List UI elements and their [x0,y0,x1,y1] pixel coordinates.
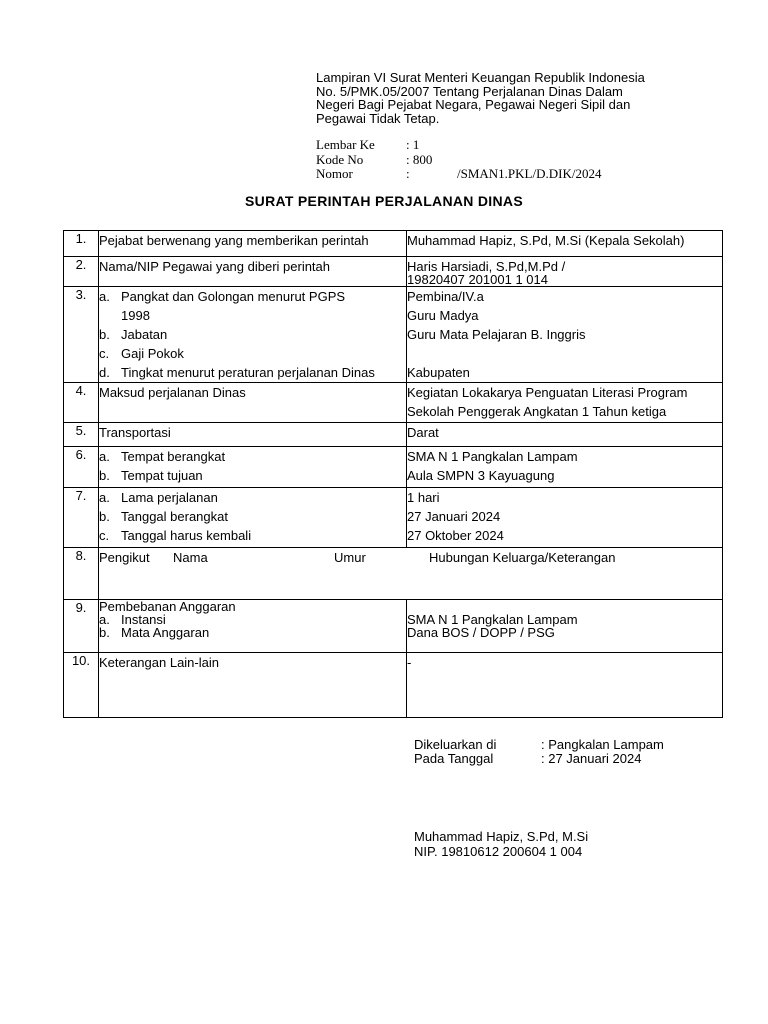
signer-nip: NIP. 19810612 200604 1 004 [414,844,583,859]
sub-item-a-cont [99,306,406,325]
value-text: 19820407 201001 1 014 [407,272,548,287]
sub-letter: b. [99,625,110,640]
sub-item-b [99,325,406,344]
table-row-4 [64,383,723,423]
sub-text: 1998 [121,308,150,323]
row-number: 10. [64,653,99,718]
sub-letter: a. [99,449,110,464]
lampiran-reference [316,71,676,125]
desc-text: Maksud perjalanan Dinas [99,385,246,400]
value-text: Kabupaten [407,365,470,380]
sub-text: Mata Anggaran [121,625,210,640]
sub-text: Tempat tujuan [121,468,203,483]
table-row-8 [64,548,723,600]
row-number: 8. [64,548,99,600]
pengikut-label: Pengikut [99,550,150,565]
table-row-2 [64,257,723,287]
kode-label: Kode No [316,151,364,167]
sub-text: Instansi [121,612,166,627]
lampiran-line: Lampiran VI Surat Menteri Keuangan Republik Indonesia [316,70,645,85]
document-title: SURAT PERINTAH PERJALANAN DINAS [245,193,523,209]
sub-item-b [99,507,406,526]
sub-item-a [99,287,406,306]
value-text: 1 hari [407,490,440,505]
value-text: 27 Oktober 2024 [407,528,504,543]
sub-letter: b. [99,327,110,342]
sub-letter: d. [99,365,110,380]
lampiran-line: Negeri Bagi Pejabat Negara, Pegawai Negeri Sipil dan [316,97,631,112]
table-row-10 [64,653,723,718]
sub-text: Tanggal harus kembali [121,528,252,543]
row-value [407,488,723,548]
row-description [99,423,407,447]
value-text: SMA N 1 Pangkalan Lampam [407,612,578,627]
row-description [99,257,407,287]
value-text: - [407,655,412,670]
desc-text: Pembebanan Anggaran [99,599,236,614]
kode-row [316,153,626,168]
hubungan-label: Hubungan Keluarga/Keterangan [429,550,616,565]
value-text: Muhammad Hapiz, S.Pd, M.Si (Kepala Sekolah) [407,233,685,248]
row-value [407,231,723,257]
row-number: 2. [64,257,99,287]
value-text: Darat [407,425,439,440]
desc-text: Keterangan Lain-lain [99,655,219,670]
umur-label: Umur [334,550,366,565]
table-row-9 [64,600,723,653]
nomor-label: Nomor [316,166,353,181]
row-number: 6. [64,447,99,488]
lampiran-line: No. 5/PMK.05/2007 Tentang Perjalanan Dinas Dalam [316,83,623,99]
lembar-label: Lembar Ke [316,137,375,152]
tanggal-label: Pada Tanggal [414,751,494,766]
sub-letter: b. [99,509,110,524]
row-description [99,653,407,718]
sub-text: Lama perjalanan [121,490,218,505]
signer-name: Muhammad Hapiz, S.Pd, M.Si [414,829,589,844]
row-description [99,287,407,383]
row-value [407,600,723,653]
row-number: 1. [64,231,99,257]
lembar-value: : 1 [406,137,420,152]
table-row-6 [64,447,723,488]
sub-item-a [99,488,406,507]
row-value [407,423,723,447]
sub-text: Tempat berangkat [121,449,226,464]
sub-item-a [99,447,406,466]
kode-value: : 800 [406,151,433,167]
desc-text: Pejabat berwenang yang memberikan perintah [99,233,369,248]
table-row-5 [64,423,723,447]
row-description [99,600,407,653]
nomor-value: /SMAN1.PKL/D.DIK/2024 [457,166,602,181]
desc-text: Transportasi [99,425,171,440]
pengikut-header [99,548,722,567]
dikeluarkan-label: Dikeluarkan di [414,737,497,752]
value-text: Haris Harsiadi, S.Pd,M.Pd / [407,259,566,274]
sub-text: Gaji Pokok [121,346,184,361]
tanggal-row [414,752,714,766]
value-text: 27 Januari 2024 [407,509,501,524]
sub-text: Pangkat dan Golongan menurut PGPS [121,289,346,304]
dikeluarkan-row [414,738,714,752]
value-text: SMA N 1 Pangkalan Lampam [407,449,578,464]
sub-item-b [99,626,406,639]
row-description [99,383,407,423]
sub-letter: b. [99,468,110,483]
row-number: 4. [64,383,99,423]
sub-letter: c. [99,346,110,361]
document-meta [316,138,626,182]
table-row-3 [64,287,723,383]
nomor-row [316,167,626,182]
row-number: 9. [64,600,99,653]
lampiran-line: Pegawai Tidak Tetap. [316,110,440,126]
pengikut-cell [99,548,723,600]
nomor-colon: : [406,166,410,181]
row-number: 5. [64,423,99,447]
value-text: Pembina/IV.a [407,289,484,304]
nama-label: Nama [173,550,208,565]
value-text [407,344,722,363]
sub-text: Tanggal berangkat [121,509,228,524]
dikeluarkan-value: : Pangkalan Lampam [541,737,664,752]
tanggal-value: : 27 Januari 2024 [541,751,642,766]
value-text: Aula SMPN 3 Kayuagung [407,468,555,483]
row-number: 7. [64,488,99,548]
row-description [99,231,407,257]
sub-item-d [99,363,406,382]
sub-item-c [99,526,406,545]
value-text: Sekolah Penggerak Angkatan 1 Tahun ketiga [407,404,667,419]
row-value [407,383,723,423]
sub-letter: a. [99,490,110,505]
table-row-7 [64,488,723,548]
row-value [407,287,723,383]
row-value [407,653,723,718]
value-text: Guru Mata Pelajaran B. Inggris [407,327,586,342]
sub-letter: c. [99,528,110,543]
sub-text: Jabatan [121,327,168,342]
desc-text: Nama/NIP Pegawai yang diberi perintah [99,259,331,274]
value-text: Kegiatan Lokakarya Penguatan Literasi Program [407,385,688,400]
table-row-1 [64,231,723,257]
sub-item-c [99,344,406,363]
issuance-block [414,738,714,766]
lembar-row [316,138,626,153]
sub-text: Tingkat menurut peraturan perjalanan Dinas [121,365,375,380]
sub-item-b [99,466,406,485]
signature-block [414,829,588,859]
row-value [407,447,723,488]
row-description [99,488,407,548]
sub-letter: a. [99,289,110,304]
value-text: Guru Madya [407,308,479,323]
sub-letter: a. [99,612,110,627]
value-text: Dana BOS / DOPP / PSG [407,625,555,640]
row-number: 3. [64,287,99,383]
row-value [407,257,723,287]
row-description [99,447,407,488]
spd-table [63,230,723,718]
